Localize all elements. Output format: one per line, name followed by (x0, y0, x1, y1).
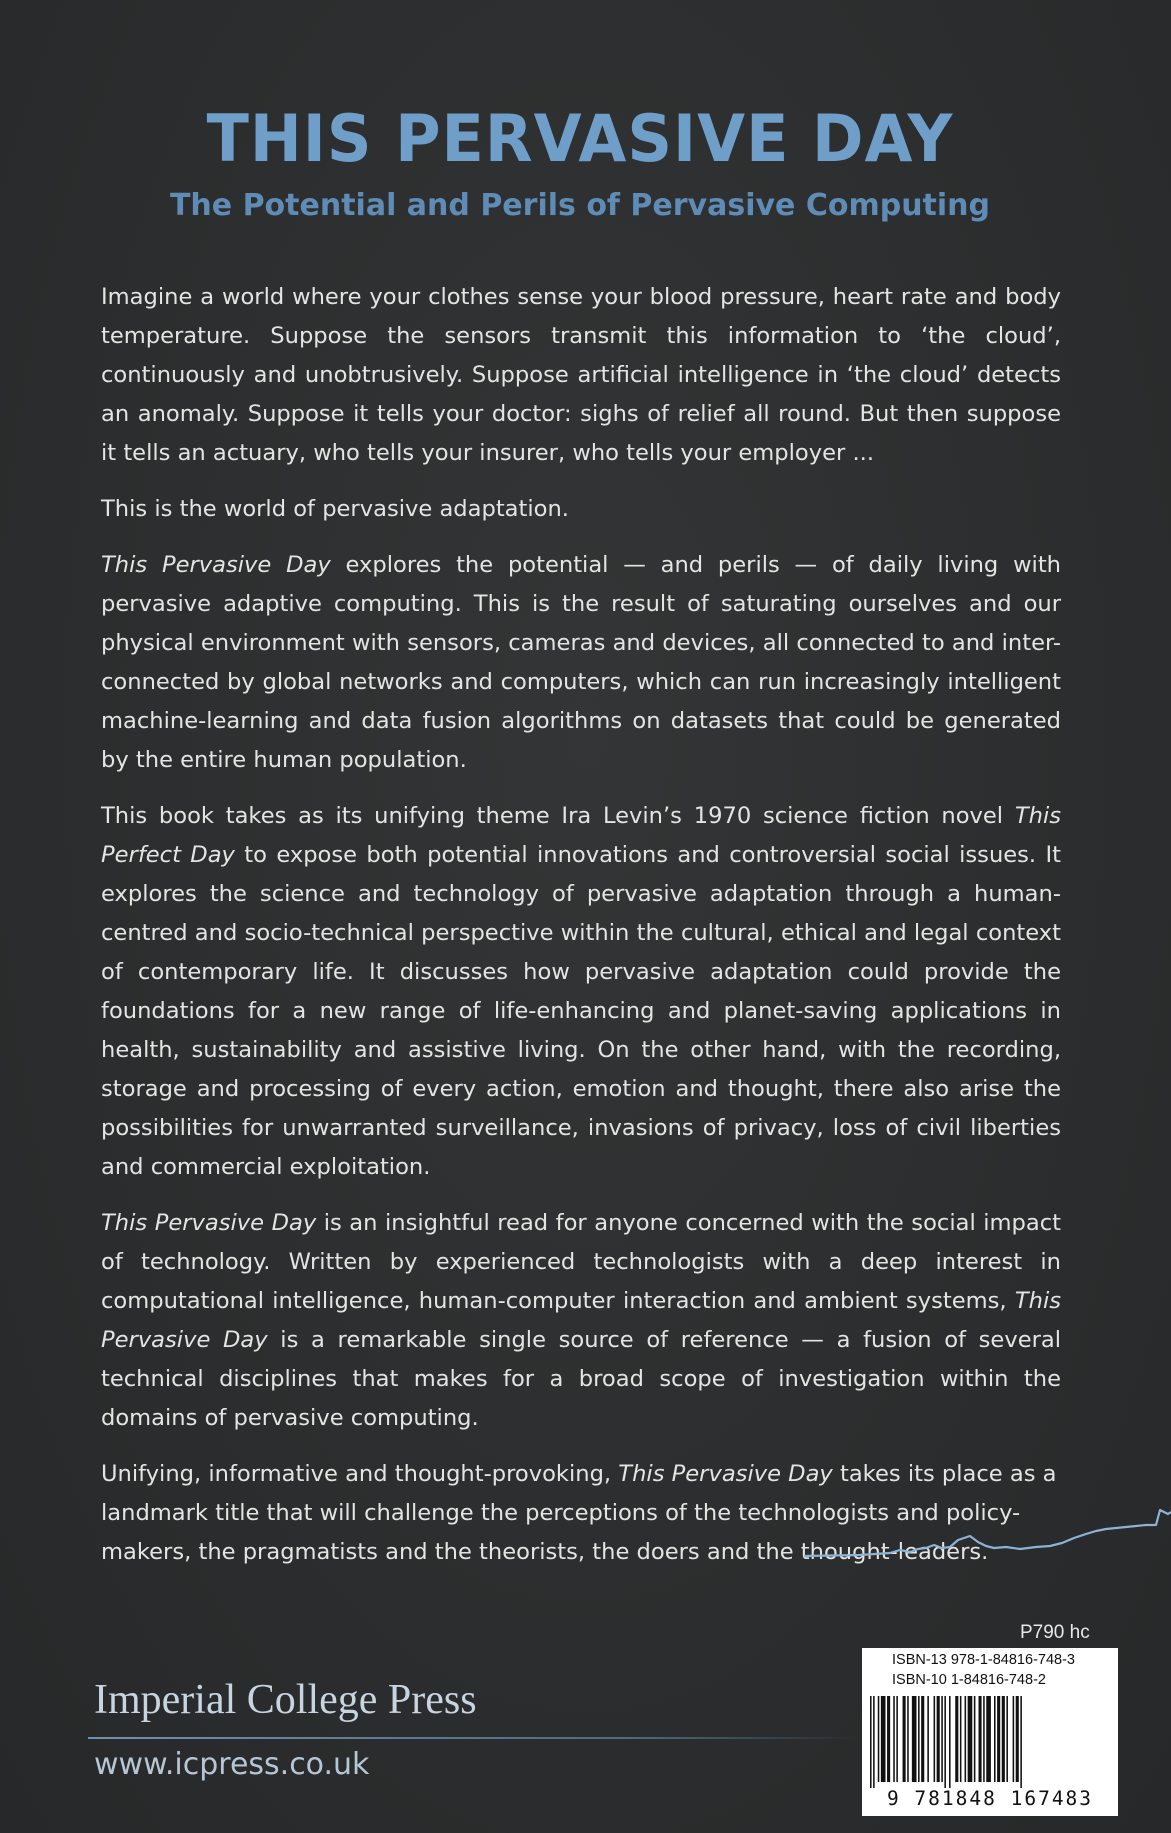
book-title-italic: This Pervasive Day (101, 1288, 1061, 1353)
blurb-paragraph-5 (101, 1204, 1061, 1438)
book-title: THIS PERVASIVE DAY (206, 100, 954, 177)
price-code: P790 hc (1020, 1622, 1090, 1643)
paragraph-text: is a remarkable single source of reference — a fusion of several technical disciplines that makes for a broad scope of investigation within the domains of pervasive computing. (101, 1327, 1062, 1431)
signal-wave-decoration (800, 1500, 1171, 1560)
paragraph-text: explores the potential — and perils — of daily living with pervasive adaptive computing. This is the result of saturating ourselves and our physical environment with sensors, cameras and devices, all connected to and inter-connected by global networks and computers, which can run increasingly intelligent machine-learning and data fusion algorithms on datasets that could be generated by the entire human population. (101, 552, 1061, 773)
book-subtitle: The Potential and Perils of Pervasive Computing (169, 188, 991, 223)
blurb-paragraph-4 (101, 797, 1061, 1187)
paragraph-text: This book takes as its unifying theme Ira Levin’s 1970 science fiction novel (101, 803, 1015, 829)
blurb-paragraph-3 (101, 546, 1061, 780)
publisher-name: Imperial College Press (94, 1677, 477, 1723)
blurb-paragraph-2: This is the world of pervasive adaptation. (101, 496, 569, 522)
isbn10-label: ISBN-10 1-84816-748-2 (892, 1672, 1046, 1688)
book-title-italic: This Pervasive Day (101, 1210, 317, 1236)
blurb-paragraph-1: Imagine a world where your clothes sense your blood pressure, heart rate and body temperature. Suppose the sensors transmit this information to ‘the cloud’, continuously and unobtrusively. Suppose artificial intelligence in ‘the cloud’ detects an anomaly. Suppose it tells your doctor: sighs of relief all round. But then suppose it tells an actuary, who tells your insurer, who tells your employer ... (101, 284, 1061, 466)
divider-line (88, 1737, 858, 1739)
isbn13-label: ISBN-13 978-1-84816-748-3 (892, 1652, 1075, 1668)
blurb (101, 278, 1061, 1589)
novel-title-italic: This Perfect Day (101, 803, 1061, 868)
publisher-website: www.icpress.co.uk (94, 1747, 370, 1782)
paragraph-text: to expose both potential innovations and controversial social issues. It explores the science and technology of pervasive adaptation through a human-centred and socio-technical perspective within the cultural, ethical and legal context of contemporary life. It discusses how pervasive adaptation could provide the foundations for a new range of life-enhancing and planet-saving applications in health, sustainability and assistive living. On the other hand, with the recording, storage and processing of every action, emotion and thought, there also arise the possibilities for unwarranted surveillance, invasions of privacy, loss of civil liberties and commercial exploitation. (101, 842, 1062, 1180)
book-title-italic: This Pervasive Day (618, 1461, 833, 1487)
barcode-bars (868, 1696, 1112, 1788)
paragraph-text: Unifying, informative and thought-provoking, (101, 1461, 619, 1487)
book-title-italic: This Pervasive Day (101, 552, 331, 578)
barcode-digits: 9 781848 167483 (886, 1787, 1094, 1810)
isbn-barcode (862, 1648, 1118, 1816)
paragraph-text: is an insightful read for anyone concerned with the social impact of technology. Written by experienced technologists with a deep interest in computational intelligence, human-computer interaction and ambient systems, (101, 1210, 1062, 1314)
paragraph-text: takes its place as a landmark title that will challenge the perceptions of the technologists and policy-makers, the pragmatists and the theorists, the doers and the thought-leaders. (101, 1461, 1057, 1565)
